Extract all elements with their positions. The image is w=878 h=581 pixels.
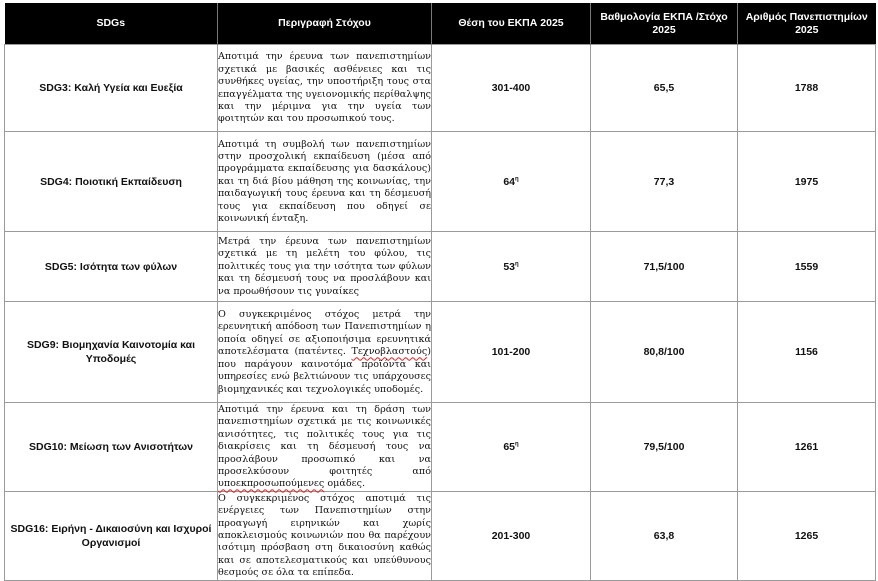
university-count: 1261	[738, 403, 876, 492]
rank-suffix: η	[515, 176, 519, 182]
header-row	[5, 3, 876, 45]
rank-cell	[432, 232, 591, 302]
rank-value: 201-300	[491, 529, 531, 542]
sdg-description	[218, 45, 432, 132]
rank-value: 65	[503, 440, 515, 453]
description-text: ομάδες.	[324, 478, 365, 490]
rank-value: 53	[503, 260, 515, 273]
university-count: 1265	[738, 491, 876, 580]
rank-value: 301-400	[491, 82, 531, 94]
rank-value: 101-200	[491, 346, 531, 358]
header-description: Περιγραφή Στόχου	[218, 3, 432, 45]
sdg-description	[218, 403, 432, 492]
spellcheck-word: υποεκπροσωπούμενες	[218, 478, 325, 490]
table-row	[5, 232, 876, 302]
rank-cell	[432, 491, 591, 580]
spellcheck-word: Τεχνοβλαστούς	[351, 346, 428, 358]
rank-cell	[432, 302, 591, 403]
table-row	[5, 45, 876, 132]
score-value: 77,3	[591, 132, 738, 232]
rank-suffix: η	[515, 261, 519, 267]
sdg-rankings-table	[4, 3, 876, 581]
table-row	[5, 491, 876, 580]
sdg-description	[218, 132, 432, 232]
description-text: ) που παράγουν καινοτόμα προϊόντα και υπηρεσίες ενώ βελτιώνουν τις υπάρχουσες βιομηχανικές και τεχνολογικές υποδομές.	[218, 346, 431, 395]
description-text: Ο συγκεκριμένος στόχος μετρά την ερευνητική απόδοση των Πανεπιστημίων η οποία οδηγεί σε αξιοποιήσιμα ερευνητικά αποτελέσματα (πατέντες.	[218, 309, 431, 358]
university-count: 1156	[738, 302, 876, 403]
header-rank: Θέση του ΕΚΠΑ 2025	[432, 3, 591, 45]
description-text: Αποτιμά την έρευνα των πανεπιστημίων σχετικά με βασικές ασθένειες και τις συνθήκες υγείας, την υποστήριξη τους στα επαγγέλματα της υγειονομικής περίθαλψης και την μέριμνα για την υγεία των φοιτητών και του προσωπικού τους.	[218, 51, 431, 125]
header-university-count: Αριθμός Πανεπιστημίων 2025	[738, 3, 876, 45]
university-count: 1559	[738, 232, 876, 302]
rank-suffix: η	[515, 441, 519, 448]
rank-value: 64	[503, 175, 515, 188]
sdg-name: SDG16: Ειρήνη - Δικαιοσύνη και Ισχυροί Οργανισμοί	[5, 491, 218, 580]
score-value: 79,5/100	[591, 403, 738, 492]
header-sdg: SDGs	[5, 3, 218, 45]
sdg-name: SDG5: Ισότητα των φύλων	[5, 232, 218, 302]
sdg-name: SDG10: Μείωση των Ανισοτήτων	[5, 403, 218, 492]
score-value: 71,5/100	[591, 232, 738, 302]
sdg-name: SDG3: Καλή Υγεία και Ευεξία	[5, 45, 218, 132]
score-value: 63,8	[591, 491, 738, 580]
description-text: Ο συγκεκριμένος στόχος αποτιμά τις ενέργειες των Πανεπιστημίων στην προαγωγή ειρηνικών και χωρίς αποκλεισμούς κοινωνιών που θα παρέχουν ισότιμη πρόσβαση στη δικαιοσύνη καθώς και σε αποτελεσματικούς και υπεύθυνους θεσμούς σε όλα τα επίπεδα.	[218, 492, 431, 579]
rank-cell	[432, 132, 591, 232]
score-value: 80,8/100	[591, 302, 738, 403]
sdg-description	[218, 302, 432, 403]
score-value: 65,5	[591, 45, 738, 132]
university-count: 1788	[738, 45, 876, 132]
sdg-name: SDG4: Ποιοτική Εκπαίδευση	[5, 132, 218, 232]
university-count: 1975	[738, 132, 876, 232]
table-row	[5, 302, 876, 403]
rank-cell	[432, 403, 591, 492]
table-row	[5, 403, 876, 492]
description-text: Μετρά την έρευνα των πανεπιστημίων σχετικά με τη μελέτη του φύλου, τις πολιτικές τους για την ισότητα των φύλων και τη δέσμευσή τους να προσλάβουν και να προωθήσουν τις γυναίκες	[218, 235, 431, 297]
description-text: Αποτιμά την έρευνα και τη δράση των πανεπιστημίων σχετικά με τις κοινωνικές ανισότητες, τις πολιτικές τους για τις διακρίσεις και τη δέσμευσή τους να προσλάβουν προσωπικό και να προσελκύσουν φοιτητές από	[218, 404, 431, 478]
description-text: Αποτιμά τη συμβολή των πανεπιστημίων στην προσχολική εκπαίδευση (μέσα από προγράμματα εκπαίδευσης για δασκάλους) και τη διά βίου μάθηση της κοινωνίας, την παιδαγωγική τους έρευνα και τη δέσμευσή τους για εκπαίδευση που οδηγεί σε κοινωνική ένταξη.	[218, 138, 431, 225]
rank-cell	[432, 45, 591, 132]
sdg-name: SDG9: Βιομηχανία Καινοτομία και Υποδομές	[5, 302, 218, 403]
sdg-description	[218, 491, 432, 580]
header-score: Βαθμολογία ΕΚΠΑ /Στόχο 2025	[591, 3, 738, 45]
sdg-description	[218, 232, 432, 302]
table-row	[5, 132, 876, 232]
